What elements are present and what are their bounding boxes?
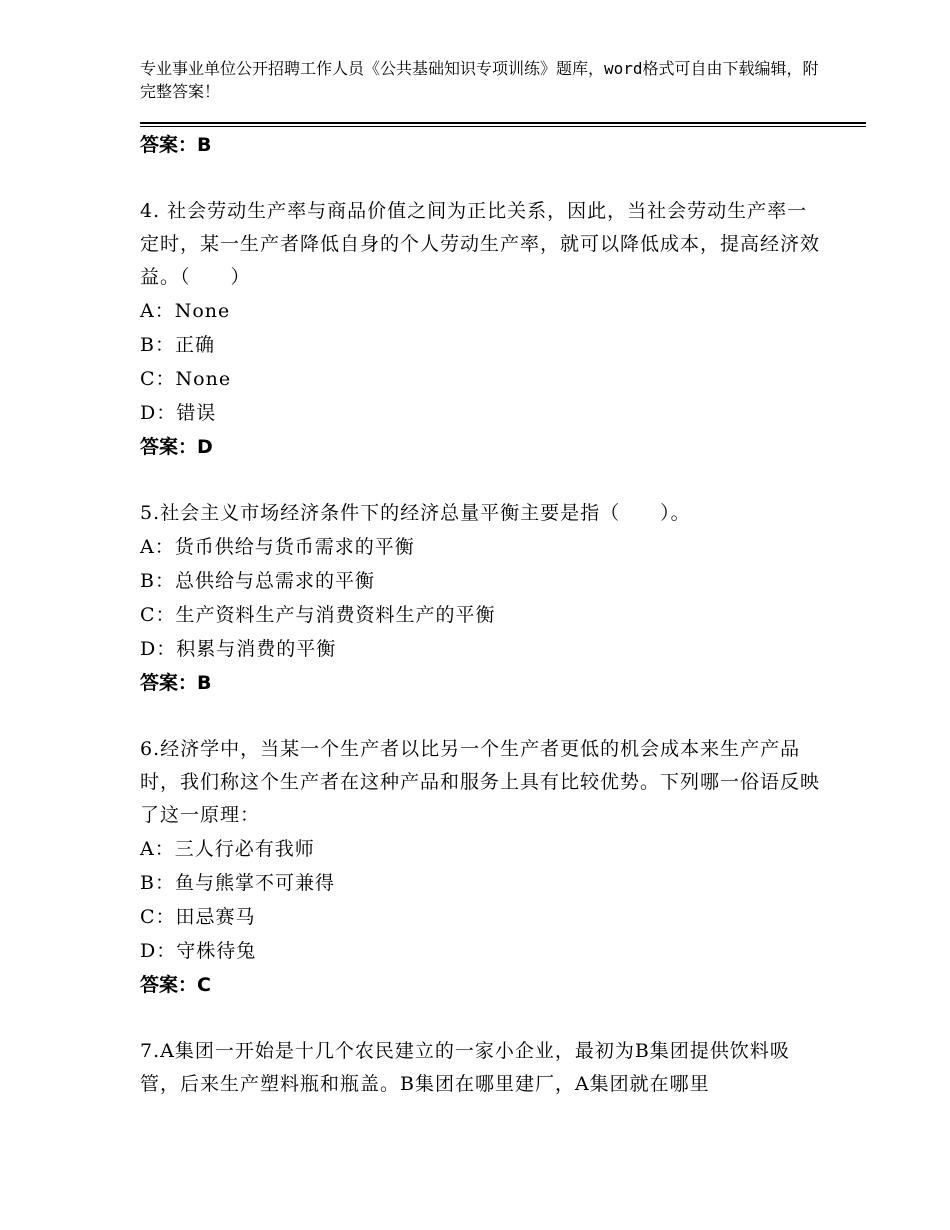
question-answer: 答案：C — [140, 974, 211, 996]
option-b: B：总供给与总需求的平衡 — [140, 570, 375, 592]
question-stem: 7.A集团一开始是十几个农民建立的一家小企业，最初为B集团提供饮料吸管，后来生产塑料瓶和瓶盖。B集团在哪里建厂，A集团就在哪里 — [140, 1040, 790, 1095]
option-c: C：None — [140, 368, 232, 390]
question-answer: 答案：B — [140, 672, 212, 694]
option-d: D：守株待兔 — [140, 940, 257, 962]
option-b: B：鱼与熊掌不可兼得 — [140, 872, 335, 894]
option-a: A：三人行必有我师 — [140, 838, 315, 860]
question-7 — [140, 1035, 820, 1101]
option-a: A：货币供给与货币需求的平衡 — [140, 536, 415, 558]
header-rule-thick — [140, 122, 866, 124]
header-rule-thin — [140, 126, 866, 127]
option-a: A：None — [140, 300, 231, 322]
question-stem: 4. 社会劳动生产率与商品价值之间为正比关系，因此，当社会劳动生产率一定时，某一生产者降低自身的个人劳动生产率，就可以降低成本，提高经济效益。（ ） — [140, 200, 821, 288]
question-answer: 答案：D — [140, 436, 213, 458]
page-header: 专业事业单位公开招聘工作人员《公共基础知识专项训练》题库，word格式可自由下载编辑，附完整答案！ — [140, 59, 819, 101]
option-d: D：错误 — [140, 402, 217, 424]
option-c: C：生产资料生产与消费资料生产的平衡 — [140, 604, 496, 626]
option-b: B：正确 — [140, 334, 215, 356]
question-4 — [140, 195, 820, 464]
question-6 — [140, 733, 820, 1002]
question-5 — [140, 497, 820, 700]
previous-answer: 答案：B — [140, 134, 212, 156]
option-c: C：田忌赛马 — [140, 906, 256, 928]
question-stem: 5.社会主义市场经济条件下的经济总量平衡主要是指（ ）。 — [140, 502, 691, 524]
question-stem: 6.经济学中，当某一个生产者以比另一个生产者更低的机会成本来生产产品时，我们称这个生产者在这种产品和服务上具有比较优势。下列哪一俗语反映了这一原理： — [140, 738, 821, 826]
option-d: D：积累与消费的平衡 — [140, 638, 337, 660]
document-body — [140, 128, 820, 1101]
